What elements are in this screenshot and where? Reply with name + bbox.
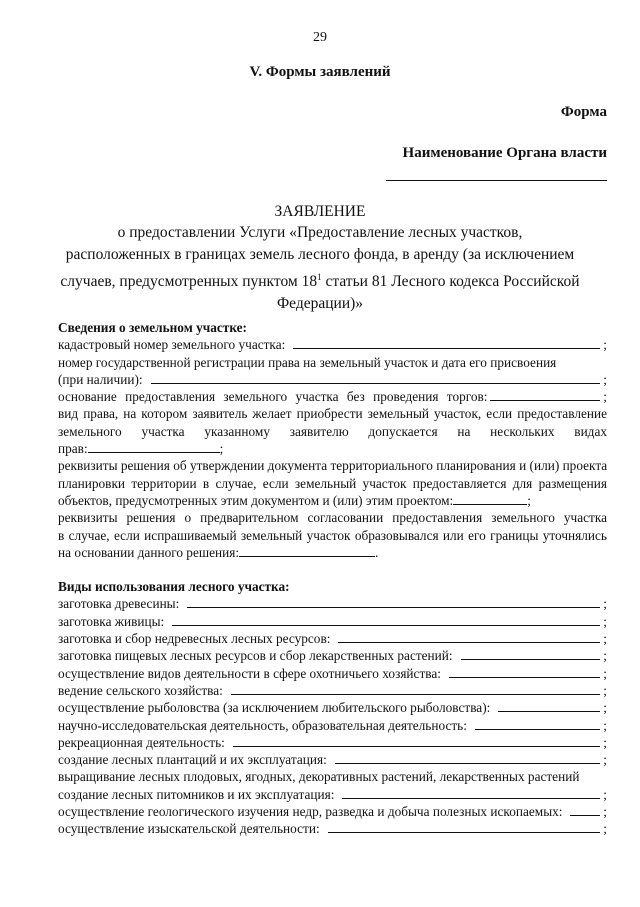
use-item-field[interactable] bbox=[449, 665, 600, 678]
reg-number-field[interactable] bbox=[151, 371, 601, 384]
use-item-field[interactable] bbox=[187, 595, 600, 608]
plan-field[interactable] bbox=[453, 492, 527, 505]
authority-blank-line[interactable] bbox=[386, 180, 607, 181]
authority-label: Наименование Органа власти bbox=[402, 145, 607, 161]
section-title: V. Формы заявлений bbox=[249, 64, 391, 80]
use-item-row: заготовка пищевых лесных ресурсов и сбор лекарственных растений: ; bbox=[58, 648, 607, 664]
use-item-field[interactable] bbox=[328, 820, 601, 833]
field-label: ведение сельского хозяйства: bbox=[58, 682, 223, 698]
use-item-field[interactable] bbox=[231, 682, 600, 695]
field-label: в случае, если испрашиваемый земельный участок образовывался или его границы уточнялись bbox=[58, 527, 607, 543]
use-item-row: создание лесных питомников и их эксплуатация: ; bbox=[58, 786, 607, 802]
document-title: ЗАЯВЛЕНИЕ bbox=[274, 203, 366, 220]
use-item-field[interactable] bbox=[475, 717, 600, 730]
use-item-row: заготовка и сбор недревесных лесных ресурсов: ; bbox=[58, 631, 607, 647]
field-label: научно-исследовательская деятельность, образовательная деятельность: bbox=[58, 717, 467, 733]
use-item-field[interactable] bbox=[498, 699, 600, 712]
use-item-row: осуществление изыскательской деятельности: ; bbox=[58, 821, 607, 837]
use-item-field[interactable] bbox=[570, 803, 600, 816]
use-item-row: рекреационная деятельность: ; bbox=[58, 734, 607, 750]
prelim-row: на основании данного решения: . bbox=[58, 544, 379, 560]
use-item-field[interactable] bbox=[461, 647, 601, 660]
field-label: реквизиты решения об утверждении документа территориального планирования и (или) проекта bbox=[58, 458, 607, 474]
subtitle-line: о предоставлении Услуги «Предоставление лесных участков, bbox=[117, 224, 523, 241]
use-item-row: научно-исследовательская деятельность, образовательная деятельность: ; bbox=[58, 717, 607, 733]
field-label: объектов, предусмотренных этим документом и (или) этим проектом: bbox=[58, 492, 454, 508]
field-label: прав: bbox=[58, 441, 88, 457]
field-label: на основании данного решения: bbox=[58, 544, 240, 560]
field-label: создание лесных питомников и их эксплуатация: bbox=[58, 786, 335, 802]
field-label: осуществление видов деятельности в сфере охотничьего хозяйства: bbox=[58, 665, 441, 681]
use-item-row: заготовка древесины: ; bbox=[58, 596, 607, 612]
field-label: осуществление геологического изучения недр, разведка и добыча полезных ископаемых: bbox=[58, 804, 563, 820]
field-label: реквизиты решения о предварительном согласовании предоставления земельного участка bbox=[58, 510, 607, 526]
field-label: создание лесных плантаций и их эксплуатация: bbox=[58, 752, 327, 768]
field-label: заготовка пищевых лесных ресурсов и сбор лекарственных растений: bbox=[58, 648, 453, 664]
use-item-row: осуществление геологического изучения недр, разведка и добыча полезных ископаемых: ; bbox=[58, 804, 607, 820]
cadastral-field[interactable] bbox=[293, 336, 600, 349]
plan-row: объектов, предусмотренных этим документом и (или) этим проектом: ; bbox=[58, 492, 531, 508]
use-item-field[interactable] bbox=[233, 734, 600, 747]
use-item-field[interactable] bbox=[338, 630, 600, 643]
basis-row: основание предоставления земельного участка без проведения торгов: ; bbox=[58, 389, 607, 405]
subtitle-line: расположенных в границах земель лесного фонда, в аренду (за исключением bbox=[65, 246, 575, 263]
use-item-row: осуществление видов деятельности в сфере охотничьего хозяйства: ; bbox=[58, 665, 607, 681]
subtitle-line: Федерации)» bbox=[276, 295, 364, 313]
cadastral-row: кадастровый номер земельного участка: ; bbox=[58, 337, 607, 353]
use-item-row: заготовка живицы: ; bbox=[58, 613, 607, 629]
use-item-field[interactable] bbox=[335, 751, 601, 764]
use-item-row: осуществление рыболовства (за исключением любительского рыболовства): ; bbox=[58, 700, 607, 716]
right-type-row: прав: ; bbox=[58, 441, 224, 457]
form-label: Форма bbox=[560, 104, 607, 120]
prelim-field[interactable] bbox=[239, 544, 375, 557]
field-label: рекреационная деятельность: bbox=[58, 734, 225, 750]
use-item-row: создание лесных плантаций и их эксплуатация: ; bbox=[58, 752, 607, 768]
field-label: вид права, на котором заявитель желает приобрести земельный участок, если предоставление bbox=[58, 406, 607, 422]
field-label: номер государственной регистрации права на земельный участок и дата его присвоения bbox=[58, 354, 557, 370]
field-label: заготовка древесины: bbox=[58, 596, 180, 612]
field-label: осуществление рыболовства (за исключением любительского рыболовства): bbox=[58, 700, 491, 716]
use-item-field[interactable] bbox=[172, 613, 600, 626]
use-item-field[interactable] bbox=[342, 786, 600, 799]
footnote-superscript: 1 bbox=[317, 272, 322, 282]
page-number: 29 bbox=[313, 30, 327, 45]
reg-number-row: (при наличии): ; bbox=[58, 371, 607, 387]
field-label: выращивание лесных плодовых, ягодных, декоративных растений, лекарственных растений bbox=[58, 769, 580, 785]
document-subtitle bbox=[0, 222, 640, 315]
field-label: осуществление изыскательской деятельности: bbox=[58, 821, 320, 837]
right-type-field[interactable] bbox=[88, 440, 220, 453]
field-label: заготовка живицы: bbox=[58, 613, 165, 629]
field-label: земельного участка указанному заявителю допускается на нескольких видах bbox=[58, 423, 607, 439]
use-item-row: ведение сельского хозяйства: ; bbox=[58, 682, 607, 698]
field-label: (при наличии): bbox=[58, 371, 143, 387]
field-label: кадастровый номер земельного участка: bbox=[58, 337, 286, 353]
field-label: планировки территории в случае, если земельный участок предоставляется для размещения bbox=[58, 475, 607, 491]
use-section-heading: Виды использования лесного участка: bbox=[58, 579, 290, 595]
subtitle-line: случаев, предусмотренных пунктом $18^1$ статьи 81 Лесного кодекса Российской bbox=[60, 272, 580, 291]
land-section-heading: Сведения о земельном участке: bbox=[58, 320, 247, 335]
field-label: заготовка и сбор недревесных лесных ресурсов: bbox=[58, 631, 331, 647]
field-label: основание предоставления земельного участка без проведения торгов: bbox=[58, 389, 488, 405]
basis-field[interactable] bbox=[490, 388, 600, 401]
form-body bbox=[58, 319, 607, 838]
